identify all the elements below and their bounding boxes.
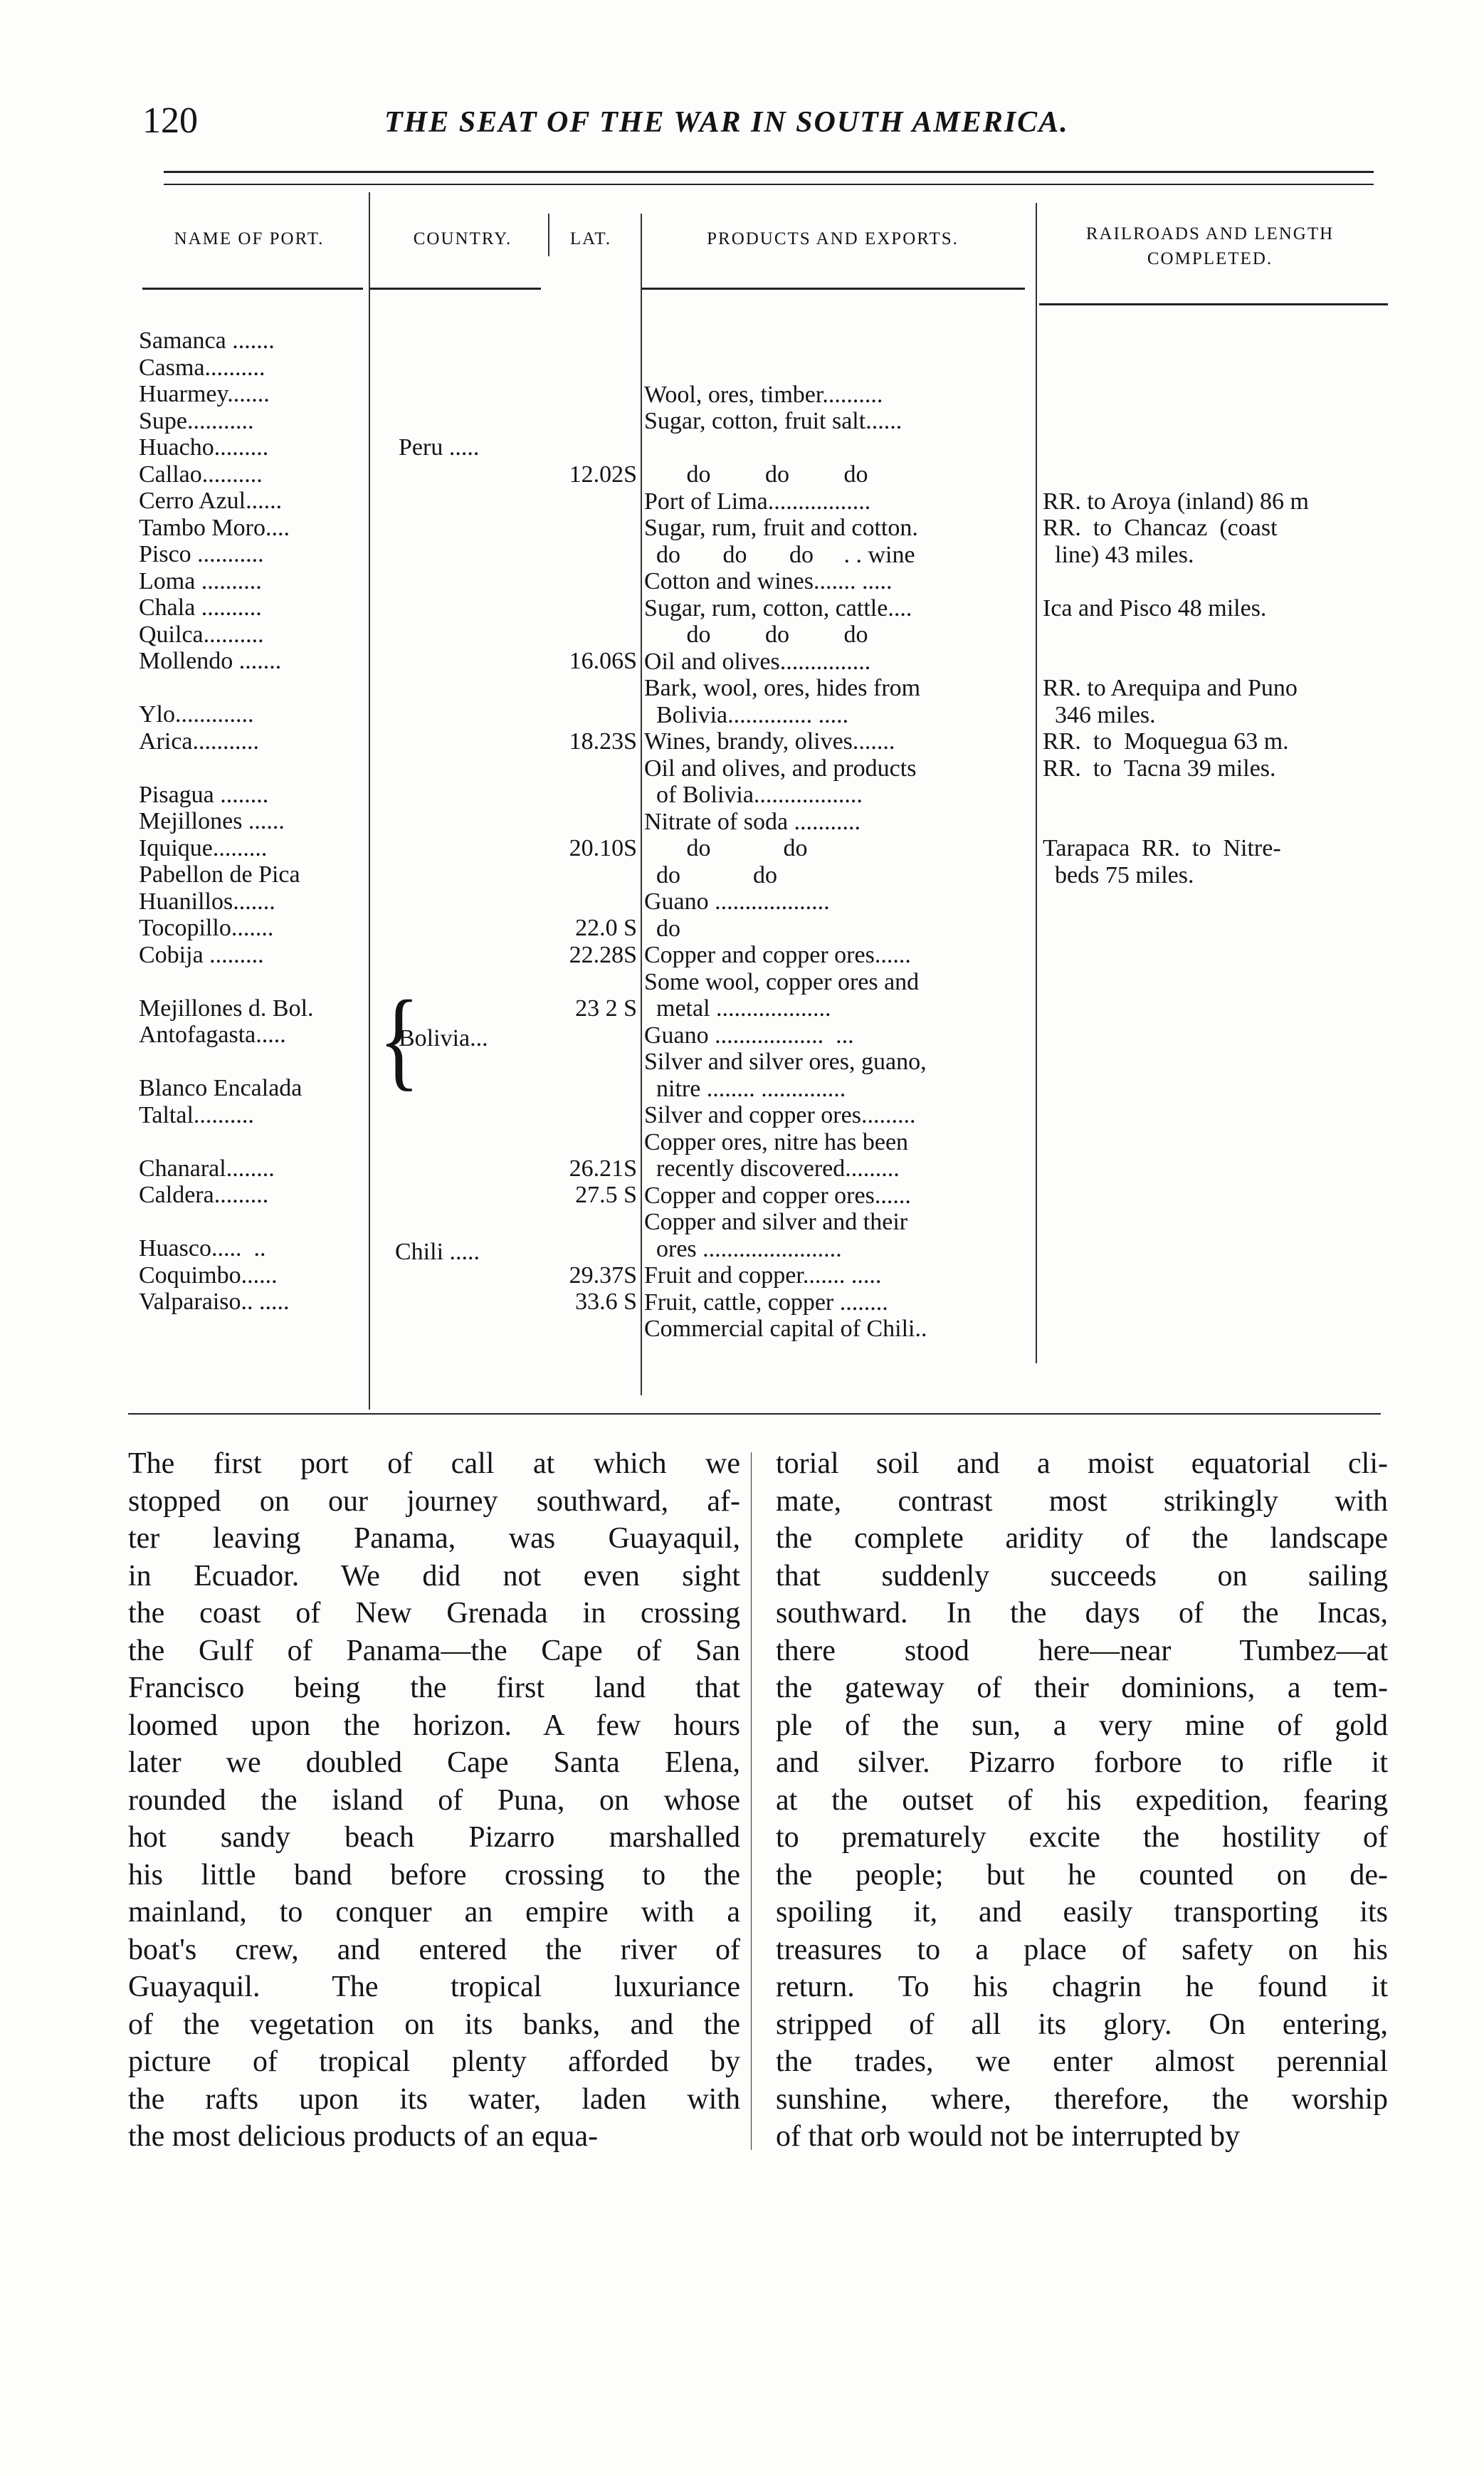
- latitude: 22.28S: [569, 941, 637, 968]
- latitude: [527, 968, 637, 995]
- product-entry: Wool, ores, timber..........: [644, 381, 883, 408]
- country-chili: Chili .....: [395, 1239, 480, 1265]
- railroad-entry: [1043, 461, 1309, 488]
- port-name: Mejillones d. Bol.: [139, 995, 314, 1022]
- port-name: Cerro Azul......: [139, 488, 283, 514]
- product-entry: Silver and copper ores.........: [644, 1102, 916, 1128]
- port-name: Tambo Moro....: [139, 514, 290, 541]
- product-entry: Oil and olives, and products: [644, 755, 917, 782]
- product-entry: Copper and silver and their: [644, 1209, 908, 1235]
- product-entry: Nitrate of soda ...........: [644, 808, 861, 835]
- product-entry: Cotton and wines....... .....: [644, 568, 893, 594]
- latitude: 20.10S: [569, 834, 637, 861]
- latitude: [527, 594, 637, 621]
- railroad-entry: [1043, 568, 1309, 595]
- port-name: Blanco Encalada: [139, 1075, 302, 1101]
- railroad-entry: RR. to Moquegua 63 m.: [1043, 728, 1289, 755]
- latitude: [527, 488, 637, 515]
- railroad-entry: beds 75 miles.: [1043, 861, 1194, 888]
- body-line: picture of tropical plenty afforded by: [128, 2045, 740, 2078]
- port-name: [139, 1128, 314, 1155]
- latitude: [527, 408, 637, 435]
- header-rule-railroads: [1039, 303, 1388, 305]
- divider-3: [641, 214, 642, 1395]
- port-name: Chanaral........: [139, 1155, 275, 1182]
- latitude: [527, 515, 637, 542]
- railroad-entry: [1043, 809, 1309, 836]
- latitude: [527, 701, 637, 728]
- port-name: Coquimbo......: [139, 1261, 278, 1289]
- port-name: Mollendo .......: [139, 648, 282, 674]
- product-entry: ores .......................: [644, 1235, 842, 1262]
- railroad-entry: RR. to Arequipa and Puno: [1043, 675, 1298, 701]
- latitude: [527, 568, 637, 595]
- body-line: ter leaving Panama, was Guayaquil,: [128, 1522, 740, 1555]
- latitude: [527, 1022, 637, 1049]
- header-lat: LAT.: [569, 229, 612, 248]
- body-line: The first port of call at which we: [128, 1447, 740, 1480]
- body-line: later we doubled Cape Santa Elena,: [128, 1746, 740, 1779]
- latitude: [527, 381, 637, 408]
- header-port: NAME OF PORT.: [174, 229, 325, 248]
- product-entry: Port of Lima.................: [644, 488, 871, 515]
- body-line: the gateway of their dominions, a tem-: [776, 1672, 1388, 1704]
- latitude: 12.02S: [569, 461, 637, 488]
- divider-2: [548, 214, 549, 256]
- running-title: THE SEAT OF THE WAR IN SOUTH AMERICA.: [384, 106, 1069, 139]
- header-railroads-line1: RAILROADS AND LENGTH: [1085, 224, 1335, 243]
- body-line: of the vegetation on its banks, and the: [128, 2008, 740, 2041]
- product-entry: recently discovered.........: [644, 1155, 900, 1182]
- country-bolivia: Bolivia...: [399, 1025, 488, 1051]
- body-line: his little band before crossing to the: [128, 1858, 740, 1892]
- body-right-column: [776, 1445, 1388, 2156]
- products-column: [644, 355, 927, 1343]
- latitude: 29.37S: [569, 1261, 637, 1289]
- product-entry: metal ...................: [644, 995, 831, 1022]
- body-line: in Ecuador. We did not even sight: [128, 1559, 740, 1593]
- product-entry: do do do . . wine: [644, 541, 915, 568]
- body-line: loomed upon the horizon. A few hours: [128, 1709, 740, 1742]
- product-entry: Copper and copper ores......: [644, 942, 911, 968]
- railroad-entry: [1043, 355, 1309, 382]
- port-name: Huacho.........: [139, 434, 269, 461]
- port-name: Pisco ...........: [139, 541, 264, 567]
- bottom-rule: [128, 1413, 1381, 1415]
- port-name: Supe...........: [139, 407, 254, 434]
- railroads-column: [1043, 355, 1309, 888]
- body-line: sunshine, where, therefore, the worship: [776, 2082, 1388, 2116]
- port-name: Huasco..... ..: [139, 1235, 266, 1261]
- body-line: mainland, to conquer an empire with a: [128, 1896, 740, 1929]
- body-line: return. To his chagrin he found it: [776, 1971, 1388, 2003]
- latitude: [527, 1209, 637, 1236]
- product-entry: Fruit, cattle, copper ........: [644, 1289, 888, 1316]
- latitude: [527, 355, 637, 382]
- latitude: [527, 541, 637, 568]
- body-line: rounded the island of Puna, on whose: [128, 1783, 740, 1817]
- body-line: there stood here—near Tumbez—at: [776, 1634, 1388, 1667]
- port-name: Loma ..........: [139, 567, 262, 594]
- divider-4: [1036, 203, 1037, 1363]
- latitude: [527, 782, 637, 809]
- port-name: Mejillones ......: [139, 808, 285, 834]
- latitude: [527, 808, 637, 835]
- port-name: [139, 755, 314, 782]
- product-entry: Sugar, cotton, fruit salt......: [644, 408, 902, 434]
- body-line: the people; but he counted on de-: [776, 1858, 1388, 1892]
- product-entry: do do do: [644, 621, 868, 648]
- latitude: [527, 327, 637, 355]
- railroad-entry: [1043, 408, 1309, 435]
- body-line: and silver. Pizarro forbore to rifle it: [776, 1746, 1388, 1779]
- port-column: [139, 327, 314, 1316]
- railroad-entry: [1043, 621, 1309, 649]
- port-name: Callao..........: [139, 461, 263, 488]
- page-number: 120: [142, 100, 198, 141]
- product-entry: Commercial capital of Chili..: [644, 1316, 927, 1342]
- country-peru: Peru .....: [399, 434, 480, 461]
- product-entry: Bark, wool, ores, hides from: [644, 675, 921, 701]
- product-entry: Sugar, rum, cotton, cattle....: [644, 594, 912, 621]
- railroad-entry: RR. to Tacna 39 miles.: [1043, 755, 1276, 782]
- product-entry: Copper ores, nitre has been: [644, 1128, 909, 1155]
- latitude: [527, 1075, 637, 1102]
- body-line: of that orb would not be interrupted by: [776, 2120, 1241, 2153]
- product-entry: Guano ...................: [644, 888, 830, 915]
- body-line: at the outset of his expedition, fearing: [776, 1783, 1388, 1817]
- header-products: PRODUCTS AND EXPORTS.: [707, 229, 959, 248]
- latitude: 23 2 S: [575, 995, 637, 1022]
- header-rule-port: [142, 288, 363, 290]
- body-line: the Gulf of Panama—the Cape of San: [128, 1634, 740, 1667]
- product-entry: Bolivia.............. .....: [644, 701, 849, 728]
- latitude: [527, 755, 637, 782]
- body-line: the coast of New Grenada in crossing: [128, 1597, 740, 1630]
- port-name: Quilca..........: [139, 621, 264, 648]
- port-name: [139, 1049, 314, 1076]
- divider-1: [369, 192, 370, 1410]
- port-name: Samanca .......: [139, 327, 275, 354]
- port-name: [139, 1209, 314, 1236]
- latitude: [527, 1102, 637, 1129]
- body-line: the trades, we enter almost perennial: [776, 2045, 1388, 2078]
- railroad-entry: [1043, 382, 1309, 409]
- port-name: Cobija .........: [139, 941, 264, 968]
- railroad-entry: [1043, 782, 1309, 809]
- latitude: [527, 1049, 637, 1076]
- body-line: southward. In the days of the Incas,: [776, 1597, 1388, 1630]
- header-rule-country: [370, 288, 541, 290]
- product-entry: do: [644, 915, 680, 942]
- header-country: COUNTRY.: [413, 229, 512, 248]
- top-rule: [164, 171, 1374, 173]
- railroad-entry: Tarapaca RR. to Nitre-: [1043, 835, 1281, 861]
- body-line: stopped on our journey southward, af-: [128, 1484, 740, 1518]
- port-name: Tocopillo.......: [139, 915, 274, 941]
- port-name: Iquique.........: [139, 834, 268, 861]
- port-name: Pisagua ........: [139, 781, 269, 808]
- port-name: [139, 675, 314, 702]
- port-name: [139, 968, 314, 995]
- port-name: Ylo.............: [139, 701, 254, 728]
- product-entry: Silver and silver ores, guano,: [644, 1049, 927, 1075]
- lat-column: [527, 327, 637, 1316]
- product-entry: Sugar, rum, fruit and cotton.: [644, 515, 918, 541]
- port-name: Antofagasta.....: [139, 1022, 286, 1048]
- body-line: Francisco being the first land that: [128, 1672, 740, 1704]
- product-entry: do do: [644, 861, 777, 888]
- product-entry: nitre ........ ..............: [644, 1075, 846, 1102]
- header-rule-products: [641, 288, 1025, 290]
- port-name: Huanillos.......: [139, 888, 275, 915]
- body-line: ple of the sun, a very mine of gold: [776, 1709, 1388, 1742]
- body-line: stripped of all its glory. On entering,: [776, 2008, 1388, 2041]
- railroad-entry: RR. to Chancaz (coast: [1043, 515, 1278, 541]
- body-line: that suddenly succeeds on sailing: [776, 1559, 1388, 1593]
- port-name: Huarmey.......: [139, 381, 270, 407]
- body-line: hot sandy beach Pizarro marshalled: [128, 1821, 740, 1854]
- body-line: spoiling it, and easily transporting its: [776, 1896, 1388, 1929]
- railroad-entry: line) 43 miles.: [1043, 541, 1194, 568]
- product-entry: [644, 355, 927, 382]
- product-entry: of Bolivia..................: [644, 782, 863, 808]
- latitude: [527, 1235, 637, 1262]
- railroad-entry: [1043, 435, 1309, 462]
- product-entry: Wines, brandy, olives.......: [644, 728, 895, 755]
- port-name: Chala ..........: [139, 594, 262, 621]
- top-rule-thin: [164, 184, 1374, 185]
- latitude: [527, 888, 637, 916]
- latitude: 22.0 S: [575, 915, 637, 941]
- product-entry: Fruit and copper....... .....: [644, 1262, 882, 1289]
- brace-bolivia: {: [379, 977, 420, 1101]
- latitude: [527, 861, 637, 888]
- port-name: Valparaiso.. .....: [139, 1289, 290, 1315]
- railroad-entry: [1043, 649, 1309, 676]
- port-name: Casma..........: [139, 354, 265, 381]
- latitude: [527, 621, 637, 649]
- latitude: 18.23S: [569, 728, 637, 755]
- latitude: 27.5 S: [575, 1182, 637, 1208]
- body-line: torial soil and a moist equatorial cli-: [776, 1447, 1388, 1480]
- latitude: 33.6 S: [575, 1289, 637, 1315]
- railroad-entry: RR. to Aroya (inland) 86 m: [1043, 488, 1309, 515]
- port-name: Arica...........: [139, 728, 260, 755]
- body-line: treasures to a place of safety on his: [776, 1933, 1388, 1966]
- product-entry: [644, 435, 927, 462]
- body-left-column: [128, 1445, 740, 2156]
- railroad-entry: 346 miles.: [1043, 701, 1156, 728]
- port-name: Taltal..........: [139, 1101, 254, 1128]
- latitude: [527, 434, 637, 461]
- railroad-entry: Ica and Pisco 48 miles.: [1043, 594, 1267, 621]
- body-line: boat's crew, and entered the river of: [128, 1933, 740, 1966]
- product-entry: Guano .................. ...: [644, 1022, 854, 1049]
- body-line: mate, contrast most strikingly with: [776, 1484, 1388, 1518]
- product-entry: Some wool, copper ores and: [644, 968, 920, 995]
- body-line: to prematurely excite the hostility of: [776, 1821, 1388, 1854]
- column-divider: [751, 1452, 752, 2150]
- port-name: Caldera.........: [139, 1182, 269, 1208]
- product-entry: Oil and olives...............: [644, 648, 871, 675]
- header-railroads-line2: COMPLETED.: [1147, 249, 1273, 268]
- latitude: [527, 675, 637, 702]
- latitude: 16.06S: [569, 648, 637, 674]
- body-line: the rafts upon its water, laden with: [128, 2082, 740, 2116]
- body-line: Guayaquil. The tropical luxuriance: [128, 1971, 740, 2003]
- product-entry: Copper and copper ores......: [644, 1182, 911, 1209]
- body-line: the complete aridity of the landscape: [776, 1522, 1388, 1555]
- latitude: [527, 1128, 637, 1155]
- latitude: 26.21S: [569, 1155, 637, 1182]
- body-line: the most delicious products of an equa-: [128, 2120, 599, 2153]
- port-name: Pabellon de Pica: [139, 861, 300, 888]
- product-entry: do do do: [644, 461, 868, 488]
- product-entry: do do: [644, 835, 808, 861]
